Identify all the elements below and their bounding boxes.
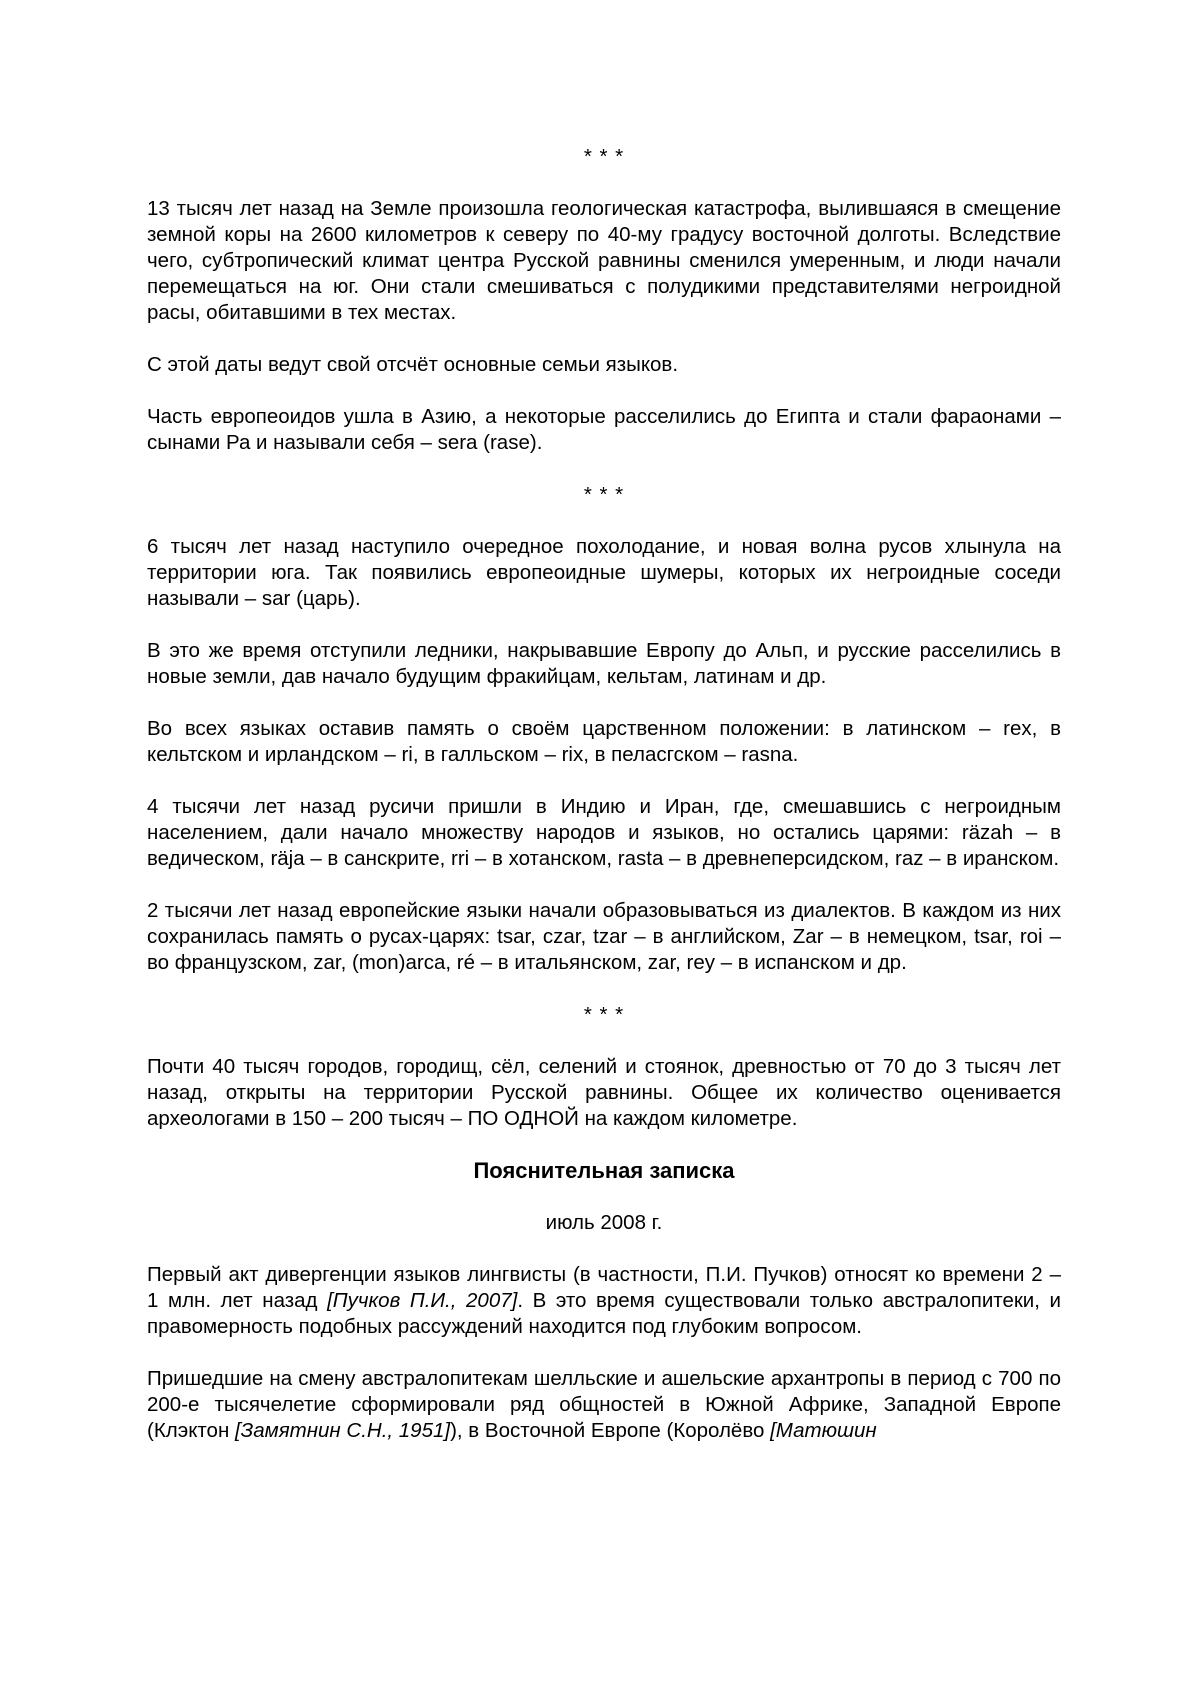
paragraph-languages-memory: Во всех языках оставив память о своём царственном положении: в латинском – rex, в кельтском и ирландском – ri, в галльском – rix, в пеласгском – rasna. (147, 717, 1061, 766)
note-title: Пояснительная записка (473, 1158, 735, 1183)
paragraph-text: . В это время существовали только австралопитеки, и правомерность подобных рассуждений находится под глубоким вопросом. (147, 1289, 1061, 1338)
paragraph-sumerians: 6 тысяч лет назад наступило очередное похолодание, и новая волна русов хлынула на территории юга. Так появились европеоидные шумеры, которых их негроидные соседи называли – sar (царь). (147, 535, 1061, 610)
paragraph-language-families: С этой даты ведут свой отсчёт основные семьи языков. (147, 353, 679, 376)
paragraph-european-languages: 2 тысячи лет назад европейские языки начали образовываться из диалектов. В каждом из них сохранилась память о русах-царях: tsar, czar, tzar – в английском, Zar – в немецком, tsar, roi – во французском, zar, (mon)arca, ré – в итальянском, zar, rey – в испанском и др. (147, 899, 1061, 974)
paragraph-text: Первый акт дивергенции языков лингвисты (в частности, П.И. Пучков) относят ко времени 2 – 1 млн. лет назад (147, 1263, 1061, 1312)
paragraph-catastrophe: 13 тысяч лет назад на Земле произошла геологическая катастрофа, вылившаяся в смещение земной коры на 2600 километров к северу по 40-му градусу восточной долготы. Вследствие чего, субтропический климат центра Русской равнины сменился умеренным, и люди начали перемещаться на юг. Они стали смешиваться с полудикими представителями негроидной расы, обитавшими в тех местах. (147, 197, 1061, 324)
paragraph-text: Пришедшие на смену австралопитекам шелльские и ашельские архантропы в период с 700 по 200-е тысячелетие сформировали ряд общностей в Южной Африке, Западной Европе (Клэктон (147, 1367, 1061, 1442)
paragraph-settlements: Почти 40 тысяч городов, городищ, сёл, селений и стоянок, древностью от 70 до 3 тысяч лет назад, открыты на территории Русской равнины. Общее их количество оценивается археологами в 150 – 200 тысяч – ПО ОДНОЙ на каждом километре. (147, 1055, 1061, 1130)
citation-puchkov: [Пучков П.И., 2007] (327, 1289, 518, 1312)
document-page (147, 144, 1061, 1470)
note-date: июль 2008 г. (545, 1211, 663, 1234)
paragraph-archanthropes (147, 1366, 1061, 1444)
paragraph-divergence (147, 1262, 1061, 1340)
section-separator: * * * (583, 483, 625, 506)
paragraph-europeoids-asia: Часть европеоидов ушла в Азию, а некоторые расселились до Египта и стали фараонами – сынами Ра и называли себя – sera (rase). (147, 405, 1061, 454)
paragraph-text: ), в Восточной Европе (Королёво (450, 1419, 771, 1442)
citation-zamyatnin: [Замятнин С.Н., 1951] (234, 1419, 451, 1442)
paragraph-glaciers: В это же время отступили ледники, накрывавшие Европу до Альп, и русские расселились в новые земли, дав начало будущим фракийцам, кельтам, латинам и др. (147, 639, 1061, 688)
citation-matyushin: [Матюшин (770, 1419, 877, 1442)
section-separator: * * * (583, 145, 625, 168)
paragraph-india-iran: 4 тысячи лет назад русичи пришли в Индию и Иран, где, смешавшись с негроидным населением, дали начало множеству народов и языков, но остались царями: räzah – в ведическом, räja – в санскрите, rri – в хотанском, rasta – в древнеперсидском, raz – в иранском. (147, 795, 1061, 870)
section-separator: * * * (583, 1003, 625, 1026)
